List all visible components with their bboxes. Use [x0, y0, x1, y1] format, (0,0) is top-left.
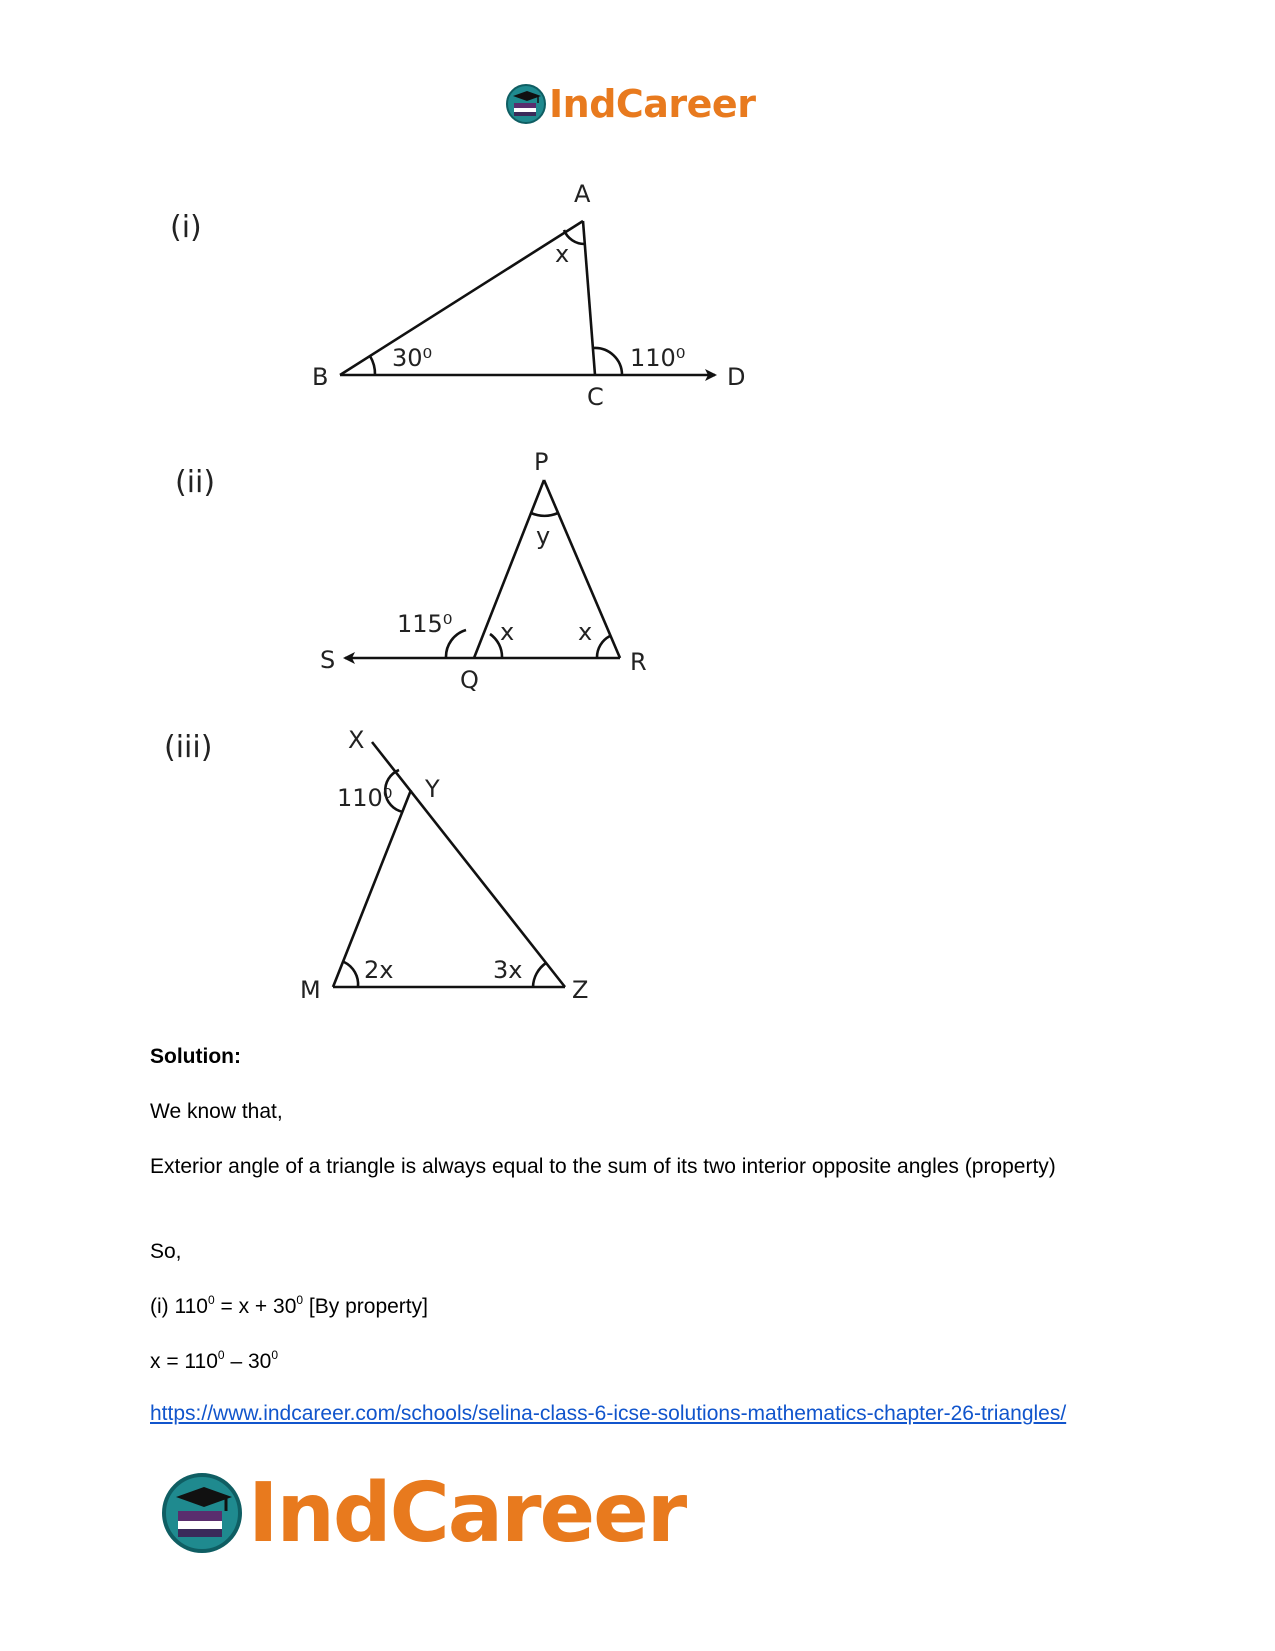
angle-arc-b — [370, 356, 375, 375]
vertex-y: Y — [425, 775, 440, 803]
angle-r-label: x — [578, 618, 593, 646]
vertex-b: B — [312, 363, 329, 391]
figure-label-ii: (ii) — [175, 465, 216, 500]
angle-q-label: x — [500, 618, 515, 646]
angle-arc-m — [344, 962, 358, 987]
logo-text: IndCareer — [248, 1465, 686, 1561]
vertex-q: Q — [460, 666, 479, 694]
angle-arc-z — [533, 963, 546, 987]
vertex-z: Z — [572, 976, 589, 1004]
angle-arc-c — [593, 348, 622, 375]
angle-arc-r — [597, 636, 610, 658]
solution-line-3: So, — [150, 1240, 182, 1263]
solution-line-1: We know that, — [150, 1100, 283, 1123]
angle-a-label: x — [555, 240, 570, 268]
vertex-a: A — [574, 180, 591, 208]
angle-m-label: 2x — [364, 956, 394, 984]
angle-p-label: y — [536, 522, 551, 550]
vertex-r: R — [630, 648, 647, 676]
footer-logo — [160, 1465, 686, 1561]
vertex-x: X — [348, 726, 365, 754]
angle-exterior-label: 110⁰ — [630, 344, 686, 372]
vertex-c: C — [587, 383, 604, 411]
solution-line-2: Exterior angle of a triangle is always equal to the sum of its two interior opposite angles (property) — [150, 1155, 1056, 1178]
angle-b-label: 30⁰ — [392, 344, 433, 372]
logo-globe-icon — [160, 1471, 244, 1555]
vertex-m: M — [300, 976, 321, 1004]
figure-label-i: (i) — [170, 210, 202, 245]
source-link[interactable]: https://www.indcareer.com/schools/selina-class-6-icse-solutions-mathematics-chapter-26-triangles/ — [150, 1402, 1067, 1425]
angle-z-label: 3x — [493, 956, 523, 984]
angle-exterior-label: 110⁰ — [337, 784, 393, 812]
figure-label-iii: (iii) — [164, 730, 213, 765]
angle-exterior-label: 115⁰ — [397, 610, 453, 638]
vertex-s: S — [320, 646, 336, 674]
equation-1: (i) $110^0 = x + 30^0$ [By property] — [150, 1293, 428, 1318]
solution-heading: Solution: — [150, 1045, 241, 1068]
equation-2: $x = 110^0 - 30^0$ — [150, 1348, 279, 1373]
vertex-p: P — [534, 448, 549, 476]
logo-text: IndCareer — [549, 82, 756, 126]
vertex-d: D — [727, 363, 746, 391]
side-ab — [340, 221, 583, 375]
line-xz — [372, 742, 565, 987]
figure-iii — [333, 742, 565, 987]
angle-arc-p — [531, 513, 558, 516]
